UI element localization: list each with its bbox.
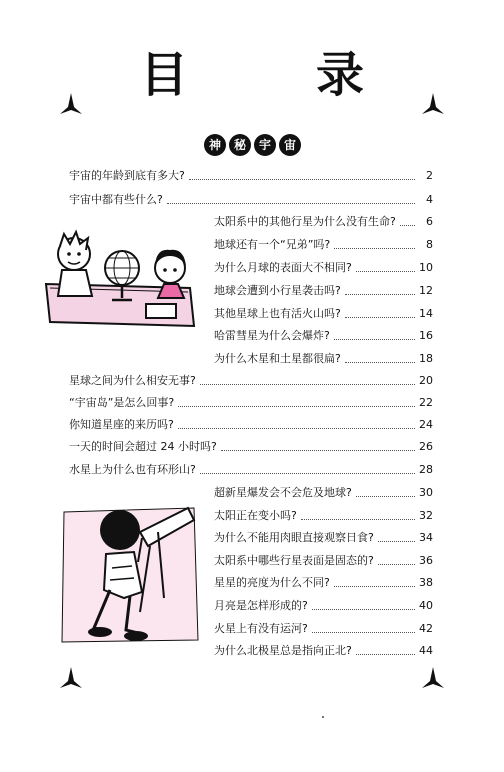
toc-entry-title: 为什么木星和土星都很扁?: [214, 352, 341, 365]
toc-entry[interactable]: [69, 415, 433, 433]
toc-entry-title: 月亮是怎样形成的?: [214, 599, 308, 612]
dot-leader: [312, 601, 415, 610]
toc-entry-title: 一天的时间会超过 24 小时吗?: [69, 440, 217, 453]
dot-leader: [356, 263, 415, 272]
dot-leader: [312, 624, 415, 633]
kids-with-globe-illustration: [40, 226, 200, 336]
toc-entry[interactable]: [214, 281, 433, 299]
corner-ornament-icon: [421, 666, 445, 690]
toc-entry-page: 42: [419, 621, 433, 635]
section-badge-char: 神: [204, 134, 226, 156]
toc-entry[interactable]: [214, 235, 433, 253]
dot-leader: [178, 420, 415, 429]
toc-entry[interactable]: [214, 349, 433, 367]
toc-entry-title: 星星的亮度为什么不同?: [214, 576, 330, 589]
toc-entry[interactable]: [214, 619, 433, 637]
toc-entry-page: 18: [419, 351, 433, 365]
dot-leader: [378, 533, 415, 542]
toc-entry-page: 26: [419, 439, 433, 453]
dot-leader: [221, 442, 415, 451]
toc-entry-page: 16: [419, 328, 433, 342]
toc-entry[interactable]: [214, 212, 433, 230]
toc-entry-page: 22: [419, 395, 433, 409]
toc-entry[interactable]: [214, 304, 433, 322]
dot-leader: [167, 195, 415, 204]
toc-entry-page: 34: [419, 530, 433, 544]
toc-entry[interactable]: [214, 258, 433, 276]
section-badge-char: 秘: [229, 134, 251, 156]
dot-leader: [178, 398, 415, 407]
section-badge: [204, 134, 301, 156]
toc-entry-page: 14: [419, 306, 433, 320]
toc-entry[interactable]: [69, 460, 433, 478]
toc-entry-page: 36: [419, 553, 433, 567]
toc-entry-title: 为什么不能用肉眼直接观察日食?: [214, 531, 374, 544]
toc-entry-title: 水星上为什么也有环形山?: [69, 463, 196, 476]
corner-ornament-icon: [59, 666, 83, 690]
toc-entry[interactable]: [214, 596, 433, 614]
toc-entry-title: 宇宙中都有些什么?: [69, 193, 163, 206]
toc-entry-title: 地球还有一个“兄弟”吗?: [214, 238, 331, 251]
corner-ornament-icon: [59, 92, 83, 116]
toc-entry[interactable]: [69, 437, 433, 455]
dot-leader: [334, 578, 415, 587]
toc-entry[interactable]: [214, 573, 433, 591]
dot-leader: [334, 331, 415, 340]
dot-leader: [345, 286, 415, 295]
toc-entry[interactable]: [69, 190, 433, 208]
toc-entry-title: 哈雷彗星为什么会爆炸?: [214, 329, 330, 342]
dot-leader: [200, 376, 415, 385]
toc-entry[interactable]: [214, 551, 433, 569]
toc-entry-title: 地球会遭到小行星袭击吗?: [214, 284, 341, 297]
dot-leader: [345, 309, 415, 318]
toc-entry-page: 32: [419, 508, 433, 522]
toc-entry-page: 12: [419, 283, 433, 297]
toc-entry-title: 为什么月球的表面大不相同?: [214, 261, 352, 274]
toc-entry-page: 10: [419, 260, 433, 274]
dot-leader: [345, 354, 415, 363]
toc-entry[interactable]: [69, 393, 433, 411]
toc-entry-page: 28: [419, 462, 433, 476]
toc-entry-page: 30: [419, 485, 433, 499]
page-title: 目 录: [139, 47, 404, 103]
toc-entry-title: 太阳系中哪些行星表面是固态的?: [214, 554, 374, 567]
toc-entry-page: 24: [419, 417, 433, 431]
toc-entry-title: 火星上有没有运河?: [214, 622, 308, 635]
toc-entry[interactable]: [69, 166, 433, 184]
toc-entry[interactable]: [214, 326, 433, 344]
section-badge-char: 宇: [254, 134, 276, 156]
toc-entry[interactable]: [214, 641, 433, 659]
toc-entry-title: 太阳系中的其他行星为什么没有生命?: [214, 215, 396, 228]
toc-entry-page: 40: [419, 598, 433, 612]
toc-entry-page: 38: [419, 575, 433, 589]
dot-leader: [334, 240, 415, 249]
toc-entry-title: 其他星球上也有活火山吗?: [214, 307, 341, 320]
toc-entry-title: 你知道星座的来历吗?: [69, 418, 174, 431]
dot-leader: [400, 217, 415, 226]
dot-leader: [378, 556, 415, 565]
toc-entry-page: 8: [426, 237, 433, 251]
toc-entry-title: 太阳正在变小吗?: [214, 509, 297, 522]
toc-entry-page: 6: [426, 214, 433, 228]
toc-entry-title: 星球之间为什么相安无事?: [69, 374, 196, 387]
dot-leader: [189, 171, 415, 180]
dot-leader: [356, 646, 415, 655]
toc-entry-title: 超新星爆发会不会危及地球?: [214, 486, 352, 499]
toc-entry[interactable]: [214, 506, 433, 524]
corner-ornament-icon: [421, 92, 445, 116]
toc-entry-title: 为什么北极星总是指向正北?: [214, 644, 352, 657]
toc-entry-page: 44: [419, 643, 433, 657]
dot-leader: [301, 511, 415, 520]
boy-with-telescope-illustration: [54, 502, 204, 650]
toc-entry-page: 20: [419, 373, 433, 387]
dot-leader: [200, 465, 415, 474]
section-badge-char: 宙: [279, 134, 301, 156]
toc-entry-title: 宇宙的年龄到底有多大?: [69, 169, 185, 182]
toc-entry[interactable]: [214, 528, 433, 546]
toc-entry-title: “宇宙岛”是怎么回事?: [69, 396, 175, 409]
toc-entry-page: 2: [426, 168, 433, 182]
page-speck: [322, 716, 324, 718]
dot-leader: [356, 488, 415, 497]
toc-entry-page: 4: [426, 192, 433, 206]
toc-entry[interactable]: [214, 483, 433, 501]
toc-entry[interactable]: [69, 371, 433, 389]
